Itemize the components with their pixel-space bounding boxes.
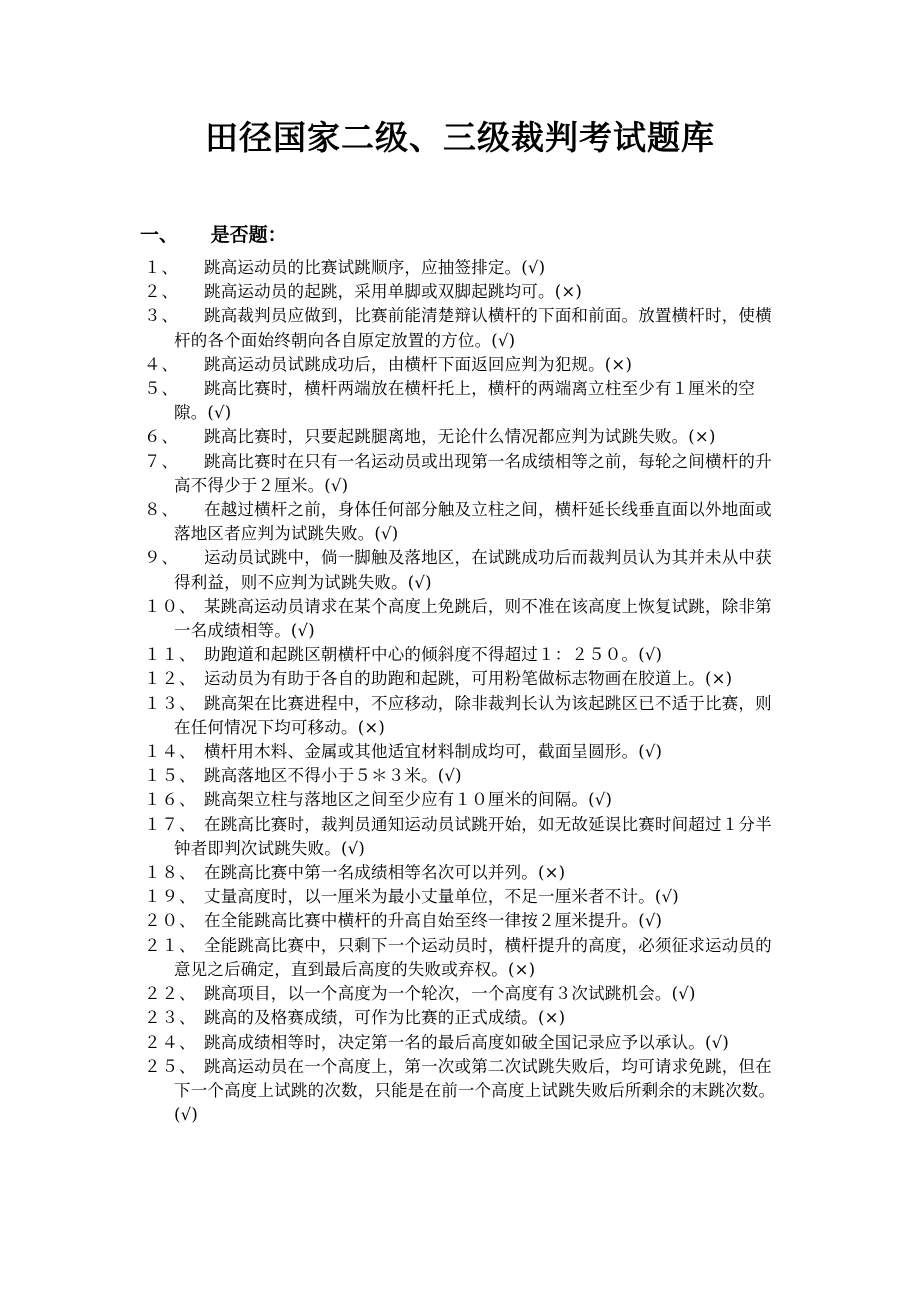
question-item [144,546,784,594]
question-item [144,595,784,643]
question-number: ８、 [144,500,179,520]
question-text: 跳高运动员在一个高度上，第一次或第二次试跳失败后，均可请求免跳，但在下一个高度上试跳的次数，只能是在前一个高度上试跳失败后所剩余的末跳次数。(√) [174,1056,776,1125]
question-number: １１、 [144,645,197,665]
section-title: 是否题： [210,224,287,246]
question-item [144,450,784,498]
question-item [144,885,784,909]
question-number: １０、 [144,596,197,616]
question-text: 在全能跳高比赛中横杆的升高自始至终一律按２厘米提升。(√) [204,911,663,931]
question-number: ２４、 [144,1032,197,1052]
question-text: 某跳高运动员请求在某个高度上免跳后，则不准在该高度上恢复试跳，除非第一名成绩相等。(√) [174,596,772,641]
question-number: １８、 [144,863,197,883]
question-number: ２１、 [144,935,197,955]
question-number: ２２、 [144,984,197,1004]
question-number: ６、 [144,427,179,447]
question-item [144,304,784,352]
question-text: 跳高运动员的比赛试跳顺序，应抽签排定。(√) [204,258,546,277]
question-text: 跳高裁判员应做到，比赛前能清楚辩认横杆的下面和前面。放置横杆时，使横杆的各个面始终朝向各自原定放置的方位。(√) [174,306,772,350]
question-item [144,1031,784,1055]
question-number: １３、 [144,693,197,713]
question-item [144,692,784,740]
question-number: １５、 [144,766,197,786]
question-item [144,353,784,377]
question-text: 跳高落地区不得小于５＊３米。(√) [204,766,462,786]
question-text: 跳高成绩相等时，决定第一名的最后高度如破全国记录应予以承认。(√) [204,1032,729,1052]
question-number: ５、 [144,379,179,399]
question-item [144,861,784,885]
question-text: 跳高运动员的起跳，采用单脚或双脚起跳均可。(×) [204,282,582,302]
question-text: 丈量高度时，以一厘米为最小丈量单位，不足一厘米者不计。(√) [204,887,679,907]
question-number: １６、 [144,790,197,810]
question-text: 助跑道和起跳区朝横杆中心的倾斜度不得超过１：２５０。(√) [204,645,663,665]
question-number: ７、 [144,451,179,471]
question-number: １２、 [144,669,197,689]
question-number: ９、 [144,548,179,568]
section-number: 一、 [140,224,179,246]
question-text: 跳高比赛时，横杆两端放在横杆托上，横杆的两端离立柱至少有１厘米的空隙。(√) [174,379,756,423]
question-number: １９、 [144,887,197,907]
question-item [144,788,784,812]
question-item [144,1055,784,1128]
question-item [144,764,784,788]
question-text: 跳高运动员试跳成功后，由横杆下面返回应判为犯规。(×) [204,354,633,374]
question-number: ２、 [144,282,179,302]
question-text: 运动员为有助于各自的助跑和起跳，可用粉笔做标志物画在胶道上。(×) [204,669,733,689]
question-list [144,256,784,1127]
question-item [144,813,784,861]
question-text: 运动员试跳中，倘一脚触及落地区，在试跳成功后而裁判员认为其并未从中获得利益，则不应判为试跳失败。(√) [174,548,772,592]
question-item [144,643,784,667]
question-text: 在越过横杆之前，身体任何部分触及立柱之间，横杆延长线垂直面以外地面或落地区者应判为试跳失败。(√) [174,500,772,544]
question-item [144,280,784,304]
question-item [144,934,784,982]
question-number: ２０、 [144,911,197,931]
question-text: 跳高架在比赛进程中，不应移动，除非裁判长认为该起跳区已不适于比赛，则在任何情况下均可移动。(×) [174,693,772,737]
question-number: １４、 [144,742,197,762]
question-text: 全能跳高比赛中，只剩下一个运动员时，横杆提升的高度，必须征求运动员的意见之后确定，直到最后高度的失败或弃权。(×) [174,935,772,979]
question-text: 跳高比赛时，只要起跳腿离地，无论什么情况都应判为试跳失败。(×) [204,427,716,447]
question-item [144,425,784,449]
question-item [144,740,784,764]
question-item [144,982,784,1006]
question-item [144,377,784,425]
section-heading [140,220,287,247]
question-item [144,667,784,691]
question-number: ３、 [144,306,179,326]
question-number: ２５、 [144,1056,197,1076]
question-number: １、 [144,258,179,277]
question-number: １７、 [144,814,197,834]
question-text: 跳高比赛时在只有一名运动员或出现第一名成绩相等之前，每轮之间横杆的升高不得少于２厘米。(√) [174,451,772,495]
question-item [144,909,784,933]
question-text: 在跳高比赛中第一名成绩相等名次可以并列。(×) [204,863,566,883]
question-item [144,498,784,546]
question-text: 在跳高比赛时，裁判员通知运动员试跳开始，如无故延误比赛时间超过１分半钟者即判次试跳失败。(√) [174,814,772,858]
question-text: 跳高架立柱与落地区之间至少应有１０厘米的间隔。(√) [204,790,613,810]
question-number: ４、 [144,354,179,374]
question-text: 跳高的及格赛成绩，可作为比赛的正式成绩。(×) [204,1008,566,1028]
question-number: ２３、 [144,1008,197,1028]
question-item [144,1006,784,1030]
question-text: 横杆用木料、金属或其他适宜材料制成均可，截面呈圆形。(√) [204,742,663,762]
question-text: 跳高项目，以一个高度为一个轮次，一个高度有３次试跳机会。(√) [204,984,696,1004]
document-title: 田径国家二级、三级裁判考试题库 [205,118,715,157]
question-item [144,256,784,280]
